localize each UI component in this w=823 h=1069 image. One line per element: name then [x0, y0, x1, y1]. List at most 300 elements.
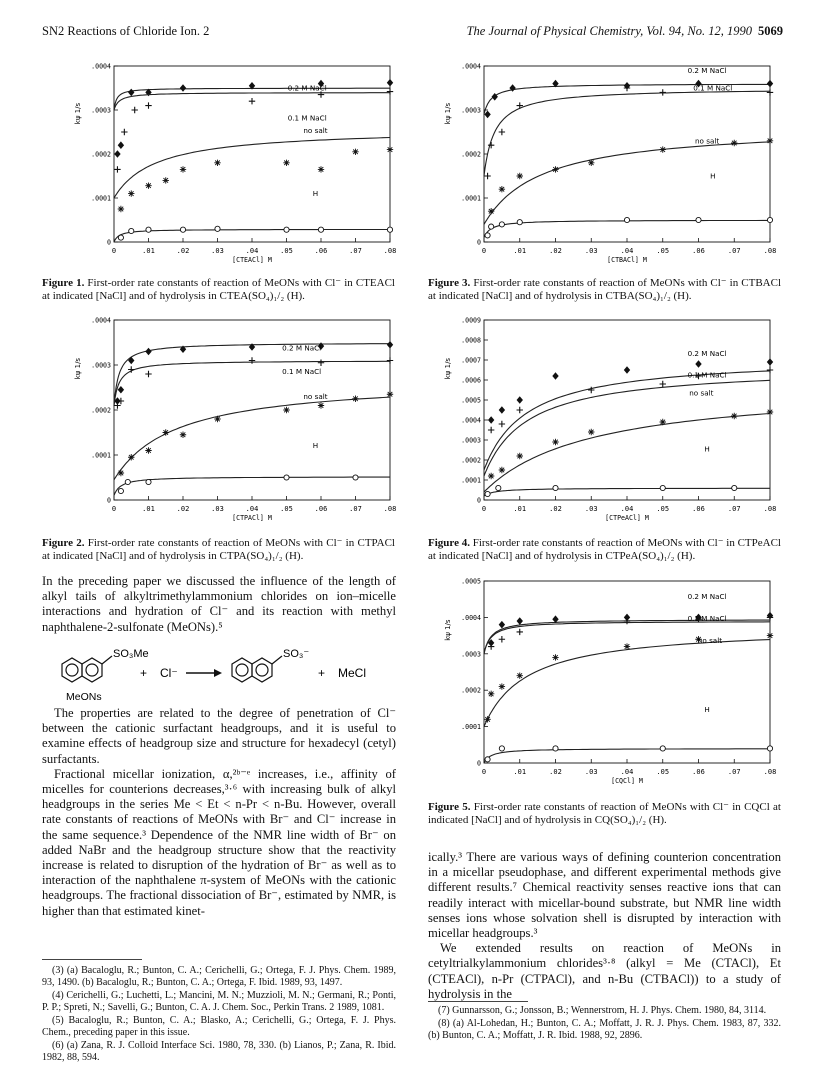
fit-curve-h: [484, 488, 770, 496]
data-point-no-salt: [387, 391, 393, 397]
data-point-0-2-m-nacl: [552, 372, 558, 380]
data-point-no-salt: [731, 140, 737, 146]
reference-3: (3) (a) Bacaloglu, R.; Bunton, C. A.; Cerichelli, G.; Ortega, F. J. Phys. Chem. 1989, 93, 1490. (b) Bacaloglu, R.; Bunton, C. A.; Ortega, F. Ibid. 1989, 93, 1497.: [42, 965, 396, 988]
y-tick-label: .0003: [91, 106, 111, 115]
x-tick-label: .05: [280, 247, 293, 255]
series-label-no-salt: no salt: [689, 388, 714, 398]
x-tick-label: .02: [176, 505, 190, 513]
figure-4-chart: [440, 312, 780, 534]
series-h: [114, 189, 393, 242]
series-label-0-2-m-nacl: 0.2 M NaCl: [687, 349, 727, 358]
figure-4: [440, 312, 780, 534]
series-label-0-2-m-nacl: 0.2 M NaCl: [287, 83, 327, 93]
references-left: [42, 965, 396, 1065]
fit-curve-h: [114, 477, 390, 495]
figure-5-caption: [428, 801, 781, 827]
data-point-0-2-m-nacl: [145, 348, 151, 356]
data-point-0-1-m-nacl: [499, 636, 505, 642]
data-point-h: [118, 488, 123, 493]
data-point-no-salt: [767, 138, 773, 144]
series-label-h: H: [704, 705, 710, 715]
paragraph-counterion: ically.³ There are various ways of defining counterion concentration in a micellar pseudophase, and different experimental methods give different results.⁷ Chemical reactivity senses reactive ions that can readily interact with micellar-bound substrate, but NMR line width senses ions whose solvation shell is disrupted by interaction with micellar headgroups.³: [428, 850, 781, 941]
y-tick-label: .0001: [461, 723, 481, 732]
data-point-0-2-m-nacl: [387, 341, 393, 349]
data-point-no-salt: [118, 206, 124, 212]
y-tick-label: .0001: [461, 194, 481, 203]
data-point-no-salt: [484, 716, 490, 722]
y-tick-label: .0002: [461, 686, 481, 695]
x-tick-label: .07: [727, 505, 741, 513]
figure-3-caption-text: First-order rate constants of reaction of MeONs with Cl⁻ in CTBACl at indicated [NaCl] and of hydrolysis in CTBA(SO₄)₁/₂ (H).: [428, 277, 782, 302]
series-label-h: H: [704, 444, 710, 454]
data-point-h: [485, 233, 490, 238]
figure-5: [440, 573, 780, 798]
data-point-h: [485, 491, 490, 496]
data-point-h: [767, 217, 772, 222]
left-column-text-top: [42, 574, 396, 635]
data-point-no-salt: [180, 432, 186, 438]
data-point-h: [767, 746, 772, 751]
series-no-salt: [484, 136, 773, 224]
x-tick-label: .05: [656, 768, 670, 776]
series-0-2-m-nacl: [114, 79, 393, 158]
data-point-no-salt: [145, 447, 151, 453]
reactant-name-label: MeONs: [66, 691, 102, 703]
fit-curve-no-salt: [484, 142, 770, 225]
data-point-no-salt: [352, 396, 358, 402]
data-point-no-salt: [387, 146, 393, 152]
footnote-rule-right: [428, 1001, 528, 1002]
x-tick-label: .02: [176, 247, 190, 255]
data-point-no-salt: [499, 467, 505, 473]
reaction-scheme: [42, 640, 396, 709]
paragraph-ionization: Fractional micellar ionization, α,²ᵇ⁻ᵉ increases, i.e., affinity of micelles for counterions decreases,³·⁶ with increasing bulk of alkyl headgroups in the series Me < Et < n-Pr < n-Bu. However, overall rate constants of reactions of MeONs with Br⁻ and Cl⁻ increase in the same sequence.³ Dependence of the NMR line width of Br⁻ on added NaBr and the headgroup structure show that the reactivity increase is related to disruption of the hydration of Br⁻ as well as to interaction of the naphthalene π-system of MeONs with the cationic headgroups. The fractional dissociation of Br⁻, estimated by NMR, is higher than that estimated kinet-: [42, 766, 396, 918]
x-tick-label: .06: [314, 505, 328, 513]
x-tick-label: .06: [692, 247, 705, 255]
series-no-salt: [114, 126, 393, 212]
data-point-h: [624, 217, 629, 222]
data-point-0-1-m-nacl: [249, 98, 255, 104]
series-label-no-salt: no salt: [303, 392, 328, 402]
data-point-0-2-m-nacl: [118, 386, 124, 394]
x-axis-label: [CTPeACl] M: [605, 514, 649, 522]
data-point-0-2-m-nacl: [484, 111, 490, 119]
x-tick-label: .06: [314, 247, 328, 255]
x-tick-label: .08: [763, 768, 777, 776]
x-tick-label: .03: [584, 768, 598, 776]
data-point-0-1-m-nacl: [132, 107, 138, 113]
data-point-no-salt: [552, 166, 558, 172]
figure-1: [70, 58, 400, 274]
plus-sign-2: +: [318, 666, 326, 680]
data-point-0-2-m-nacl: [387, 79, 393, 87]
fig2-plot-group: [74, 317, 396, 523]
x-tick-label: 0: [111, 247, 117, 255]
y-tick-label: .0002: [461, 150, 481, 159]
x-tick-label: .04: [620, 247, 634, 255]
methyl-chloride-product: MeCl: [338, 666, 367, 680]
series-h: [114, 441, 390, 496]
series-label-no-salt: no salt: [303, 125, 328, 135]
x-tick-label: 0: [481, 768, 487, 776]
data-point-h: [499, 222, 504, 227]
data-point-no-salt: [660, 146, 666, 152]
product-substituent: SO₃⁻: [283, 648, 310, 660]
series-h: [484, 444, 770, 496]
x-tick-label: .04: [620, 505, 634, 513]
series-no-salt: [484, 632, 773, 726]
y-axis-label: kψ 1/s: [444, 357, 452, 380]
x-tick-label: .08: [383, 505, 397, 513]
data-point-0-1-m-nacl: [145, 371, 151, 377]
journal-name: The Journal of Physical Chemistry, Vol. 94, No. 12, 1990: [466, 24, 752, 38]
data-point-0-2-m-nacl: [499, 621, 505, 629]
y-tick-label: .0008: [461, 336, 481, 345]
y-tick-label: .0004: [461, 416, 481, 425]
y-tick-label: .0007: [461, 356, 481, 365]
figure-3-chart: [440, 58, 780, 274]
plot-frame: [484, 581, 770, 763]
series-label-0-1-m-nacl: 0.1 M NaCl: [687, 614, 727, 624]
x-tick-label: .04: [245, 505, 259, 513]
data-point-no-salt: [552, 654, 558, 660]
data-point-0-1-m-nacl: [499, 421, 505, 427]
y-tick-label: 0: [477, 238, 481, 247]
y-tick-label: 0: [477, 496, 481, 505]
figure-2-caption: [42, 537, 395, 563]
fig3-plot-group: [444, 63, 776, 265]
data-point-no-salt: [517, 453, 523, 459]
x-tick-label: .03: [211, 247, 224, 255]
footnote-rule-left: [42, 959, 142, 960]
data-point-h: [732, 485, 737, 490]
x-tick-label: .03: [584, 505, 598, 513]
x-tick-label: .02: [549, 768, 562, 776]
figure-2: [70, 312, 400, 534]
right-column-text: [428, 850, 781, 1002]
data-point-no-salt: [128, 190, 134, 196]
left-column-text-bottom: [42, 706, 396, 919]
chloride-reagent: Cl⁻: [160, 666, 178, 680]
y-tick-label: .0002: [461, 456, 481, 465]
fit-curve-no-salt: [114, 397, 390, 480]
x-tick-label: .04: [620, 768, 634, 776]
y-tick-label: .0002: [91, 150, 111, 159]
data-point-h: [499, 746, 504, 751]
x-axis-label: [CTBACl] M: [607, 256, 647, 264]
data-point-0-2-m-nacl: [114, 150, 120, 158]
data-point-h: [553, 746, 558, 751]
data-point-0-1-m-nacl: [499, 129, 505, 135]
series-label-0-1-m-nacl: 0.1 M NaCl: [287, 113, 327, 123]
reference-4: (4) Cerichelli, G.; Luchetti, L.; Mancini, M. N.; Muzzioli, M. N.; Germani, R.; Ponti, P. P.; Spreti, N.; Savelli, G.; Bunton, C. A. J. Chem. Soc., Perkin Trans. 2 1989, 1081.: [42, 990, 396, 1013]
series-0-1-m-nacl: [484, 84, 773, 180]
x-tick-label: .03: [584, 247, 598, 255]
reference-7: (7) Gunnarsson, G.; Jonsson, B.; Wennerstrom, H. J. Phys. Chem. 1980, 84, 3114.: [438, 1005, 767, 1016]
data-point-h: [517, 220, 522, 225]
x-tick-label: .04: [245, 247, 259, 255]
data-point-0-1-m-nacl: [387, 88, 393, 94]
y-tick-label: 0: [107, 496, 111, 505]
data-point-no-salt: [283, 160, 289, 166]
paragraph-properties: The properties are related to the degree of penetration of Cl⁻ between the cationic surfactant headgroups, and it is useful to examine effects of headgroup size and structure for hexadecyl (cetyl) surfactants.: [42, 706, 396, 766]
naphthalene-reactant-icon: [62, 656, 112, 682]
data-point-no-salt: [499, 186, 505, 192]
data-point-no-salt: [163, 177, 169, 183]
data-point-no-salt: [488, 473, 494, 479]
series-0-1-m-nacl: [114, 88, 393, 172]
data-point-0-1-m-nacl: [488, 643, 494, 649]
paragraph-intro: In the preceding paper we discussed the influence of the length of alkyl tails of alkyltrimethylammonium chlorides on ion–micelle interactions and hydration of Cl⁻ and its reaction with methyl naphthalene-2-sulfonate (MeONs).⁵: [42, 574, 396, 634]
x-tick-label: .01: [513, 247, 527, 255]
x-tick-label: .08: [763, 505, 777, 513]
figure-3-caption: [428, 277, 781, 303]
data-point-h: [146, 479, 151, 484]
x-axis-label: [CTPACl] M: [232, 514, 272, 522]
y-tick-label: .0004: [91, 62, 111, 71]
y-axis-label: kψ 1/s: [74, 102, 82, 125]
data-point-0-2-m-nacl: [767, 80, 773, 88]
data-point-0-1-m-nacl: [387, 357, 393, 363]
y-tick-label: .0001: [461, 476, 481, 485]
data-point-h: [180, 227, 185, 232]
reference-8: (8) (a) Al-Lohedan, H.; Bunton, C. A.; Moffatt, J. R. J. Phys. Chem. 1983, 87, 332. (b) Bunton, C. A.; Moffatt, J. R. Ibid. 1988, 92, 2896.: [428, 1018, 781, 1041]
figure-2-chart: [70, 312, 400, 534]
data-point-no-salt: [767, 632, 773, 638]
x-tick-label: .05: [280, 505, 293, 513]
y-tick-label: .0003: [461, 106, 481, 115]
data-point-h: [146, 227, 151, 232]
figure-2-label: Figure 2.: [42, 537, 85, 549]
data-point-h: [387, 227, 392, 232]
reference-5: (5) Bacaloglu, R.; Bunton, C. A.; Blasko, A.; Cerichelli, G.; Ortega, F. J. Phys. Chem., preceding paper in this issue.: [42, 1015, 396, 1038]
data-point-no-salt: [660, 419, 666, 425]
y-tick-label: 0: [477, 759, 481, 768]
data-point-0-2-m-nacl: [499, 406, 505, 414]
data-point-no-salt: [517, 173, 523, 179]
y-tick-label: .0003: [461, 650, 481, 659]
data-point-0-2-m-nacl: [517, 617, 523, 625]
figure-4-caption-text: First-order rate constants of reaction of MeONs with Cl⁻ in CTPeACl at indicated [NaCl] and of hydrolysis in CTPeA(SO₄)₁/₂ (H).: [428, 537, 781, 562]
data-point-no-salt: [145, 182, 151, 188]
figure-4-label: Figure 4.: [428, 537, 470, 549]
figure-1-caption-text: First-order rate constants of reaction of MeONs with Cl⁻ in CTEACl at indicated [NaCl] and of hydrolysis in CTEA(SO₄)₁/₂ (H).: [42, 277, 395, 302]
data-point-h: [284, 475, 289, 480]
references-right: [428, 1005, 781, 1043]
y-tick-label: .0003: [461, 436, 481, 445]
series-0-1-m-nacl: [114, 357, 393, 408]
data-point-no-salt: [588, 429, 594, 435]
figure-5-chart: [440, 573, 780, 798]
data-point-no-salt: [624, 643, 630, 649]
data-point-h: [485, 757, 490, 762]
fit-curve-0-1-m-nacl: [114, 361, 390, 405]
x-tick-label: .02: [549, 505, 562, 513]
data-point-h: [353, 475, 358, 480]
y-tick-label: .0009: [461, 316, 481, 325]
x-tick-label: .06: [692, 505, 705, 513]
series-label-no-salt: no salt: [697, 635, 723, 645]
data-point-0-1-m-nacl: [660, 381, 666, 387]
x-tick-label: .08: [763, 247, 777, 255]
fig5-plot-group: [444, 578, 776, 786]
series-label-0-2-m-nacl: 0.2 M NaCl: [282, 343, 322, 353]
x-tick-label: .05: [656, 505, 670, 513]
data-point-0-1-m-nacl: [624, 618, 630, 624]
data-point-0-2-m-nacl: [128, 89, 134, 97]
y-tick-label: .0005: [461, 577, 481, 586]
series-label-h: H: [312, 189, 319, 199]
series-label-0-1-m-nacl: 0.1 M NaCl: [693, 83, 733, 93]
data-point-0-1-m-nacl: [767, 367, 773, 373]
running-title: SN2 Reactions of Chloride Ion. 2: [42, 24, 210, 38]
data-point-no-salt: [214, 416, 220, 422]
data-point-no-salt: [488, 208, 494, 214]
data-point-0-1-m-nacl: [121, 129, 127, 135]
x-tick-label: 0: [481, 247, 487, 255]
fig1-plot-group: [74, 63, 396, 265]
x-tick-label: 0: [481, 505, 487, 513]
series-0-2-m-nacl: [114, 341, 393, 406]
data-point-0-2-m-nacl: [624, 366, 630, 374]
y-tick-label: .0004: [461, 62, 481, 71]
series-0-1-m-nacl: [484, 367, 773, 476]
data-point-0-1-m-nacl: [484, 173, 490, 179]
data-point-no-salt: [731, 413, 737, 419]
x-tick-label: .08: [383, 247, 397, 255]
data-point-no-salt: [499, 683, 505, 689]
data-point-0-1-m-nacl: [318, 360, 324, 366]
x-tick-label: .07: [349, 247, 362, 255]
series-label-h: H: [710, 171, 716, 181]
data-point-h: [318, 227, 323, 232]
data-point-0-1-m-nacl: [145, 102, 151, 108]
figure-1-caption: [42, 277, 395, 303]
data-point-no-salt: [488, 691, 494, 697]
y-tick-label: 0: [107, 238, 111, 247]
data-point-no-salt: [318, 166, 324, 172]
running-header: [0, 24, 823, 42]
y-tick-label: .0004: [91, 316, 111, 325]
y-axis-label: kψ 1/s: [444, 102, 452, 125]
x-tick-label: .07: [727, 768, 741, 776]
series-h: [484, 705, 773, 763]
y-tick-label: .0001: [91, 451, 111, 460]
data-point-0-1-m-nacl: [488, 427, 494, 433]
x-tick-label: .01: [513, 505, 527, 513]
data-point-0-2-m-nacl: [488, 416, 494, 424]
data-point-no-salt: [767, 409, 773, 415]
data-point-no-salt: [180, 166, 186, 172]
data-point-h: [284, 227, 289, 232]
data-point-0-2-m-nacl: [118, 141, 124, 149]
data-point-h: [553, 485, 558, 490]
y-tick-label: .0003: [91, 361, 111, 370]
figure-1-label: Figure 1.: [42, 277, 85, 289]
y-tick-label: .0001: [91, 194, 111, 203]
figure-3-label: Figure 3.: [428, 277, 471, 289]
x-tick-label: .07: [349, 505, 362, 513]
series-no-salt: [114, 391, 393, 480]
fit-curve-no-salt: [484, 414, 770, 493]
series-label-0-1-m-nacl: 0.1 M NaCl: [282, 367, 322, 376]
data-point-h: [125, 479, 130, 484]
x-tick-label: .01: [142, 247, 155, 255]
fit-curve-no-salt: [114, 138, 390, 199]
y-tick-label: .0005: [461, 396, 481, 405]
data-point-no-salt: [163, 429, 169, 435]
data-point-no-salt: [352, 149, 358, 155]
y-axis-label: kψ 1/s: [444, 619, 452, 641]
x-tick-label: .03: [211, 505, 224, 513]
data-point-0-1-m-nacl: [660, 89, 666, 95]
naphthalene-product-icon: [232, 656, 282, 682]
data-point-no-salt: [118, 470, 124, 476]
reactant-substituent: SO₃Me: [113, 648, 149, 660]
x-tick-label: .07: [727, 247, 741, 255]
reaction-arrow-icon: [186, 669, 222, 677]
y-tick-label: .0002: [91, 406, 111, 415]
plot-frame: [484, 320, 770, 500]
x-tick-label: .01: [142, 505, 155, 513]
y-axis-label: kψ 1/s: [74, 357, 82, 380]
x-axis-label: [CTEACl] M: [232, 256, 272, 264]
x-tick-label: 0: [111, 505, 117, 513]
data-point-h: [129, 228, 134, 233]
data-point-0-2-m-nacl: [517, 396, 523, 404]
data-point-0-1-m-nacl: [114, 166, 120, 172]
series-label-h: H: [312, 440, 319, 450]
data-point-0-2-m-nacl: [128, 357, 134, 365]
series-label-no-salt: no salt: [694, 136, 720, 146]
figure-5-caption-text: First-order rate constants of reaction of MeONs with Cl⁻ in CQCl at indicated [NaCl] and of hydrolysis in CQ(SO₄)₁/₂ (H).: [428, 801, 781, 826]
data-point-h: [496, 485, 501, 490]
fig4-plot-group: [444, 317, 776, 523]
paragraph-extended: We extended results on reaction of MeONs in cetyltrialkylammonium chlorides³·⁸ (alkyl = Me (CTACl), Et (CTEACl), n-Pr (CTPACl), and n-Bu (CTBACl)) to a study of hydrolysis in the: [428, 941, 781, 1001]
data-point-no-salt: [283, 407, 289, 413]
data-point-0-1-m-nacl: [517, 629, 523, 635]
data-point-0-2-m-nacl: [180, 84, 186, 92]
y-tick-label: .0004: [461, 613, 481, 622]
reaction-scheme-drawing: [42, 640, 396, 704]
reference-6: (6) (a) Zana, R. J. Colloid Interface Sci. 1980, 78, 330. (b) Lianos, P.; Zana, R. Ibid. 1982, 88, 594.: [42, 1040, 396, 1063]
data-point-h: [696, 217, 701, 222]
series-0-2-m-nacl: [484, 349, 773, 470]
fit-curve-no-salt: [484, 640, 770, 727]
figure-4-caption: [428, 537, 781, 563]
page-number: 5069: [758, 24, 783, 38]
data-point-no-salt: [588, 160, 594, 166]
data-point-0-1-m-nacl: [517, 407, 523, 413]
plus-sign-1: +: [140, 666, 148, 680]
journal-citation: [467, 24, 783, 39]
data-point-0-1-m-nacl: [249, 357, 255, 363]
data-point-no-salt: [128, 454, 134, 460]
series-label-0-1-m-nacl: 0.1 M NaCl: [687, 370, 727, 380]
series-label-0-2-m-nacl: 0.2 M NaCl: [687, 592, 727, 602]
x-tick-label: .01: [513, 768, 527, 776]
data-point-0-2-m-nacl: [695, 360, 701, 368]
data-point-h: [660, 746, 665, 751]
x-tick-label: .05: [656, 247, 670, 255]
data-point-0-1-m-nacl: [114, 402, 120, 408]
figure-5-label: Figure 5.: [428, 801, 471, 813]
figure-1-chart: [70, 58, 400, 274]
x-tick-label: .06: [692, 768, 705, 776]
data-point-no-salt: [552, 439, 558, 445]
data-point-0-2-m-nacl: [767, 358, 773, 366]
data-point-h: [660, 485, 665, 490]
